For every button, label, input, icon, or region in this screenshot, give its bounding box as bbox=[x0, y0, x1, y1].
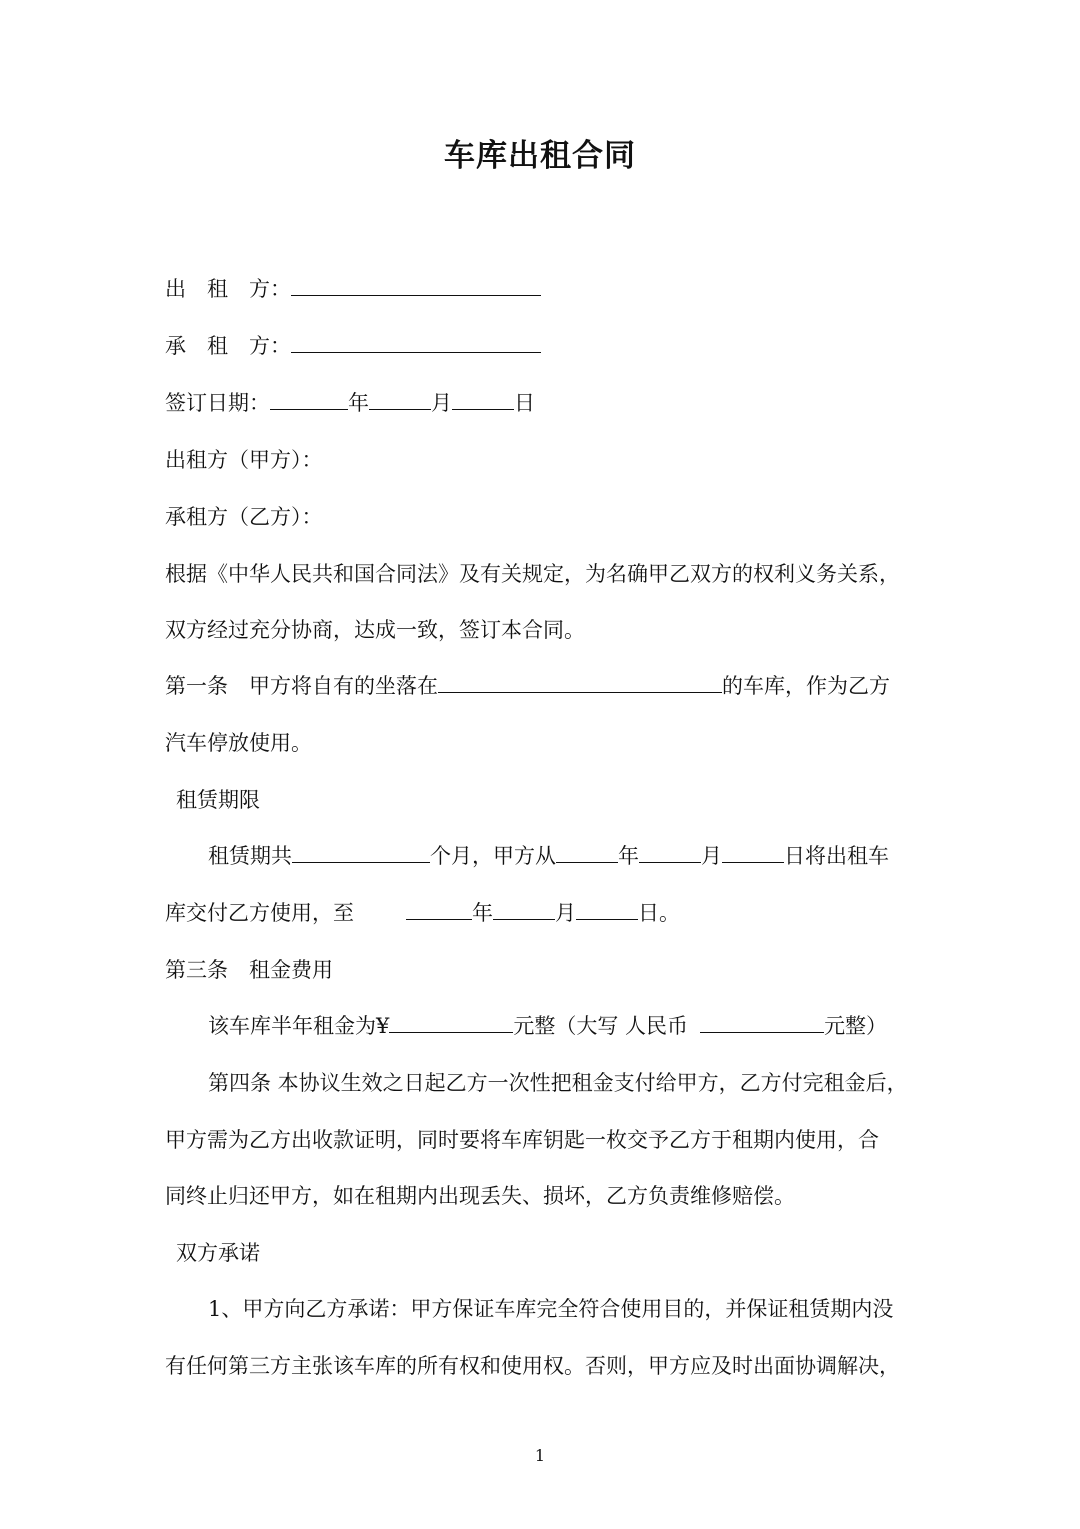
party-a-line: 出租方（甲方）： bbox=[165, 448, 323, 472]
start-day-blank bbox=[722, 840, 784, 863]
lessor-blank bbox=[291, 273, 541, 296]
start-year-blank bbox=[556, 840, 618, 863]
sign-date-label: 签订日期： bbox=[165, 391, 270, 415]
end-day-text: 日。 bbox=[638, 901, 680, 925]
rent-text-c: 元整） bbox=[824, 1014, 888, 1038]
lessor-line bbox=[165, 273, 541, 305]
lease-text-d: 库交付乙方使用，至 bbox=[165, 901, 354, 925]
party-b-line: 承租方（乙方）： bbox=[165, 505, 323, 529]
start-year-unit: 年 bbox=[618, 844, 639, 868]
lease-term-line-2 bbox=[165, 897, 680, 929]
sign-month-blank bbox=[369, 387, 431, 410]
preamble-line-1: 根据《中华人民共和国合同法》及有关规定，为名确甲乙双方的权利义务关系， bbox=[165, 562, 900, 586]
lessor-label: 出 租 方： bbox=[165, 277, 291, 301]
article-1-line-2: 汽车停放使用。 bbox=[165, 731, 312, 755]
rent-text-b: 元整（大写 人民币 bbox=[513, 1014, 689, 1038]
sign-date-line bbox=[165, 387, 535, 419]
article-1-text-b: 的车库，作为乙方 bbox=[722, 674, 890, 698]
lease-text-a: 租赁期共 bbox=[208, 844, 292, 868]
rent-text-a: 该车库半年租金为¥ bbox=[208, 1014, 390, 1038]
promise-line-2: 有任何第三方主张该车库的所有权和使用权。否则，甲方应及时出面协调解决， bbox=[165, 1354, 900, 1378]
lessee-blank bbox=[291, 330, 541, 353]
months-blank bbox=[292, 840, 430, 863]
start-month-unit: 月 bbox=[701, 844, 722, 868]
rent-line bbox=[208, 1010, 887, 1042]
article-4-line-3: 同终止归还甲方，如在租期内出现丢失、损坏，乙方负责维修赔偿。 bbox=[165, 1184, 795, 1208]
preamble-line-2: 双方经过充分协商，达成一致，签订本合同。 bbox=[165, 618, 585, 642]
lessee-line bbox=[165, 330, 541, 362]
lease-term-line-1 bbox=[208, 840, 889, 872]
article-1-text-a: 第一条 甲方将自有的坐落在 bbox=[165, 674, 438, 698]
location-blank bbox=[438, 670, 722, 693]
rent-capital-blank bbox=[700, 1010, 824, 1033]
article-4-line-2: 甲方需为乙方出收款证明，同时要将车库钥匙一枚交予乙方于租期内使用，合 bbox=[165, 1128, 879, 1152]
lessee-label: 承 租 方： bbox=[165, 334, 291, 358]
sign-day-blank bbox=[452, 387, 514, 410]
sign-month-unit: 月 bbox=[431, 391, 452, 415]
sign-year-unit: 年 bbox=[348, 391, 369, 415]
end-month-blank bbox=[493, 897, 555, 920]
document-title: 车库出租合同 bbox=[444, 138, 636, 174]
end-day-blank bbox=[576, 897, 638, 920]
article-4-line-1: 第四条 本协议生效之日起乙方一次性把租金支付给甲方，乙方付完租金后， bbox=[208, 1071, 908, 1095]
start-month-blank bbox=[639, 840, 701, 863]
lease-text-b: 个月，甲方从 bbox=[430, 844, 556, 868]
end-year-unit: 年 bbox=[472, 901, 493, 925]
article-1-line-1 bbox=[165, 670, 890, 702]
page-number: 1 bbox=[534, 1446, 546, 1465]
lease-text-c: 日将出租车 bbox=[784, 844, 889, 868]
promise-line-1: 1、甲方向乙方承诺：甲方保证车库完全符合使用目的，并保证租赁期内没 bbox=[208, 1297, 894, 1321]
article-3-heading: 第三条 租金费用 bbox=[165, 958, 333, 982]
promise-heading: 双方承诺 bbox=[176, 1241, 260, 1265]
sign-year-blank bbox=[270, 387, 348, 410]
end-month-unit: 月 bbox=[555, 901, 576, 925]
sign-day-unit: 日 bbox=[514, 391, 535, 415]
end-year-blank bbox=[406, 897, 472, 920]
lease-term-heading: 租赁期限 bbox=[176, 788, 260, 812]
rent-amount-blank bbox=[389, 1010, 513, 1033]
